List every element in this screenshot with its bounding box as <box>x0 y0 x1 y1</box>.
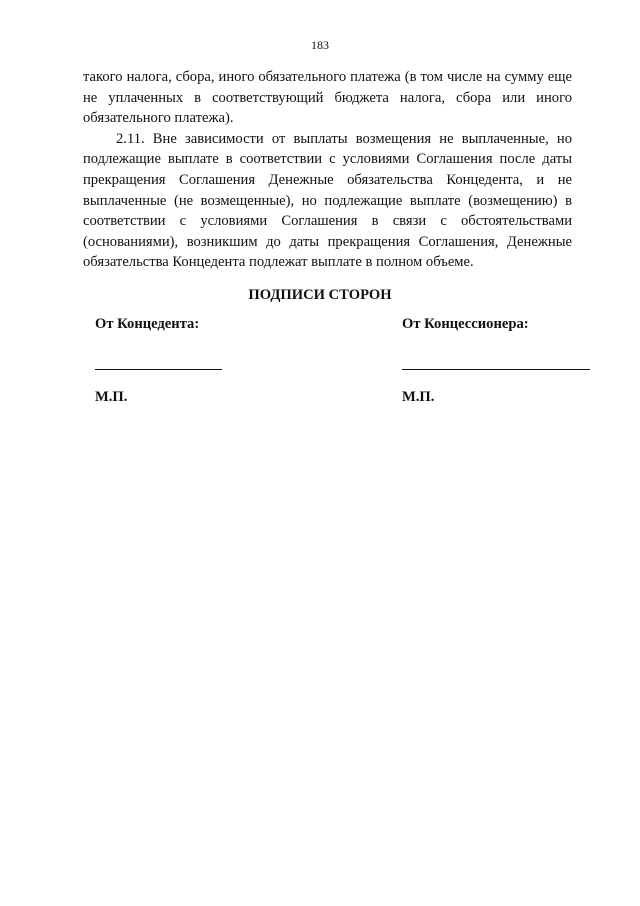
concedent-signature-line <box>95 369 222 370</box>
concessionaire-signature-line <box>402 369 590 370</box>
document-body <box>83 67 572 273</box>
concessionaire-label: От Концессионера: <box>402 316 529 332</box>
signatures-title: ПОДПИСИ СТОРОН <box>248 287 392 303</box>
concedent-label: От Концедента: <box>95 316 200 332</box>
concedent-stamp-place: М.П. <box>95 389 128 405</box>
page-number: 183 <box>311 38 329 52</box>
paragraph-continuation: такого налога, сбора, иного обязательного платежа (в том числе на сумму еще не уплаченных в соответствующий бюджета налога, сбора или иного обязательного платежа). <box>83 69 572 127</box>
concessionaire-stamp-place: М.П. <box>402 389 435 405</box>
paragraph-2-11: 2.11. Вне зависимости от выплаты возмещения не выплаченные, но подлежащие выплате в соответствии с условиями Соглашения после даты прекращения Соглашения Денежные обязательства Концедента, и не выплаченные (не возмещенные), но подлежащие выплате (возмещению) в соответствии с условиями Соглашения в связи с обстоятельствами (основаниями), возникшим до даты прекращения Соглашения, Денежные обязательства Концедента подлежат выплате в полном объеме. <box>83 130 572 271</box>
